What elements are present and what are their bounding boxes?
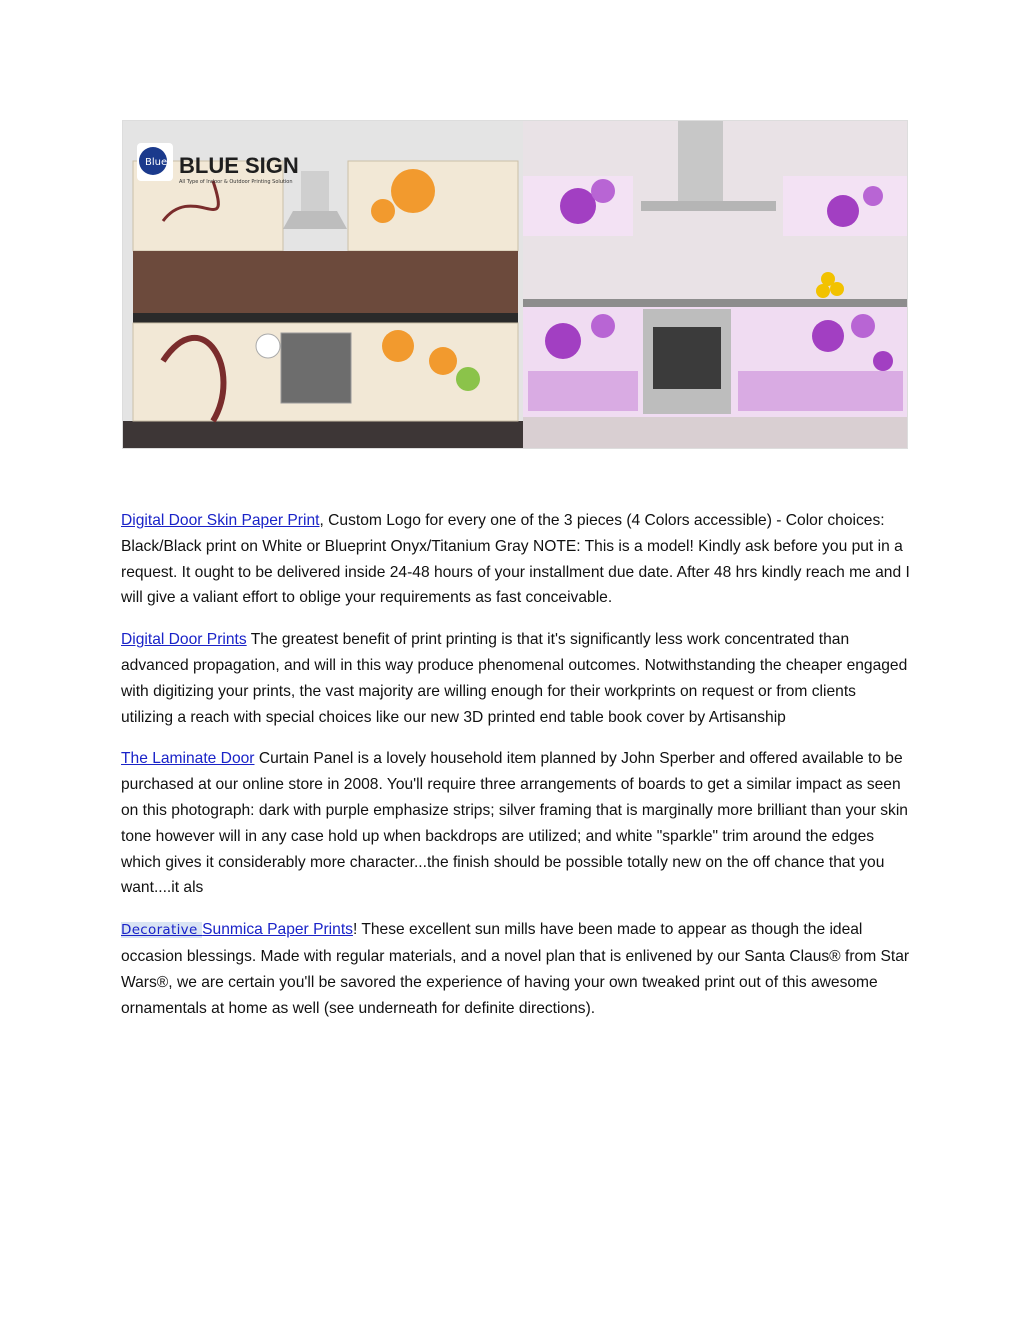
paragraph-sunmica [121,917,911,1021]
link-sunmica-paper-prints[interactable]: Sunmica Paper Prints [202,921,353,939]
paragraph-text: ! These excellent sun mills have been made to appear as though the ideal occasion blessings. Made with regular materials, and a novel plan that is enlivened by our Santa Claus® from Star Wars®, we are certain you'll be savored the experience of having your own tweaked print out of this awesome ornamentals at home as well (see underneath for definite directions). [121,921,910,1017]
paragraph-text: , Custom Logo for every one of the 3 pieces (4 Colors accessible) - Color choices: Black/Black print on White or Blueprint Onyx/Titanium Gray NOTE: This is a model! Kindly ask before you put in a request. It ought to be delivered inside 24-48 hours of your installment due date. After 48 hrs kindly reach me and I will give a valiant effort to oblige your requirements as fast conceivable. [121,512,910,607]
paragraph-door-prints [121,627,911,730]
paragraph-door-skin [121,508,911,611]
brand-name: BLUE SIGN [179,153,299,178]
brand-badge: Blue [145,157,168,168]
link-the-laminate-door[interactable]: The Laminate Door [121,750,255,768]
kitchen-hero-image [122,120,908,449]
link-digital-door-prints[interactable]: Digital Door Prints [121,631,247,649]
link-decorative[interactable]: Decorative [121,922,203,939]
article-body [121,508,911,1037]
brand-tagline: All Type of Indoor & Outdoor Printing Solution [179,179,293,185]
paragraph-laminate-door [121,746,911,901]
link-digital-door-skin-paper-print[interactable]: Digital Door Skin Paper Print [121,512,320,529]
paragraph-text: The greatest benefit of print printing is that it's significantly less work concentrated than advanced propagation, and will in this way produce phenomenal outcomes. Notwithstanding the cheaper engaged with digitizing your prints, the vast majority are willing enough for their workprints on request or from clients utilizing a reach with special choices like our new 3D printed end table book cover by Artisanship [121,631,908,726]
paragraph-text: Curtain Panel is a lovely household item planned by John Sperber and offered available to be purchased at our online store in 2008. You'll require three arrangements of boards to get a similar impact as seen on this photograph: dark with purple emphasize strips; silver framing that is marginally more brilliant than your skin tone however will in any case hold up when backdrops are utilized; and white "sparkle" trim around the edges which gives it considerably more character...the finish should be possible totally new on the off chance that you want....it als [121,750,908,897]
